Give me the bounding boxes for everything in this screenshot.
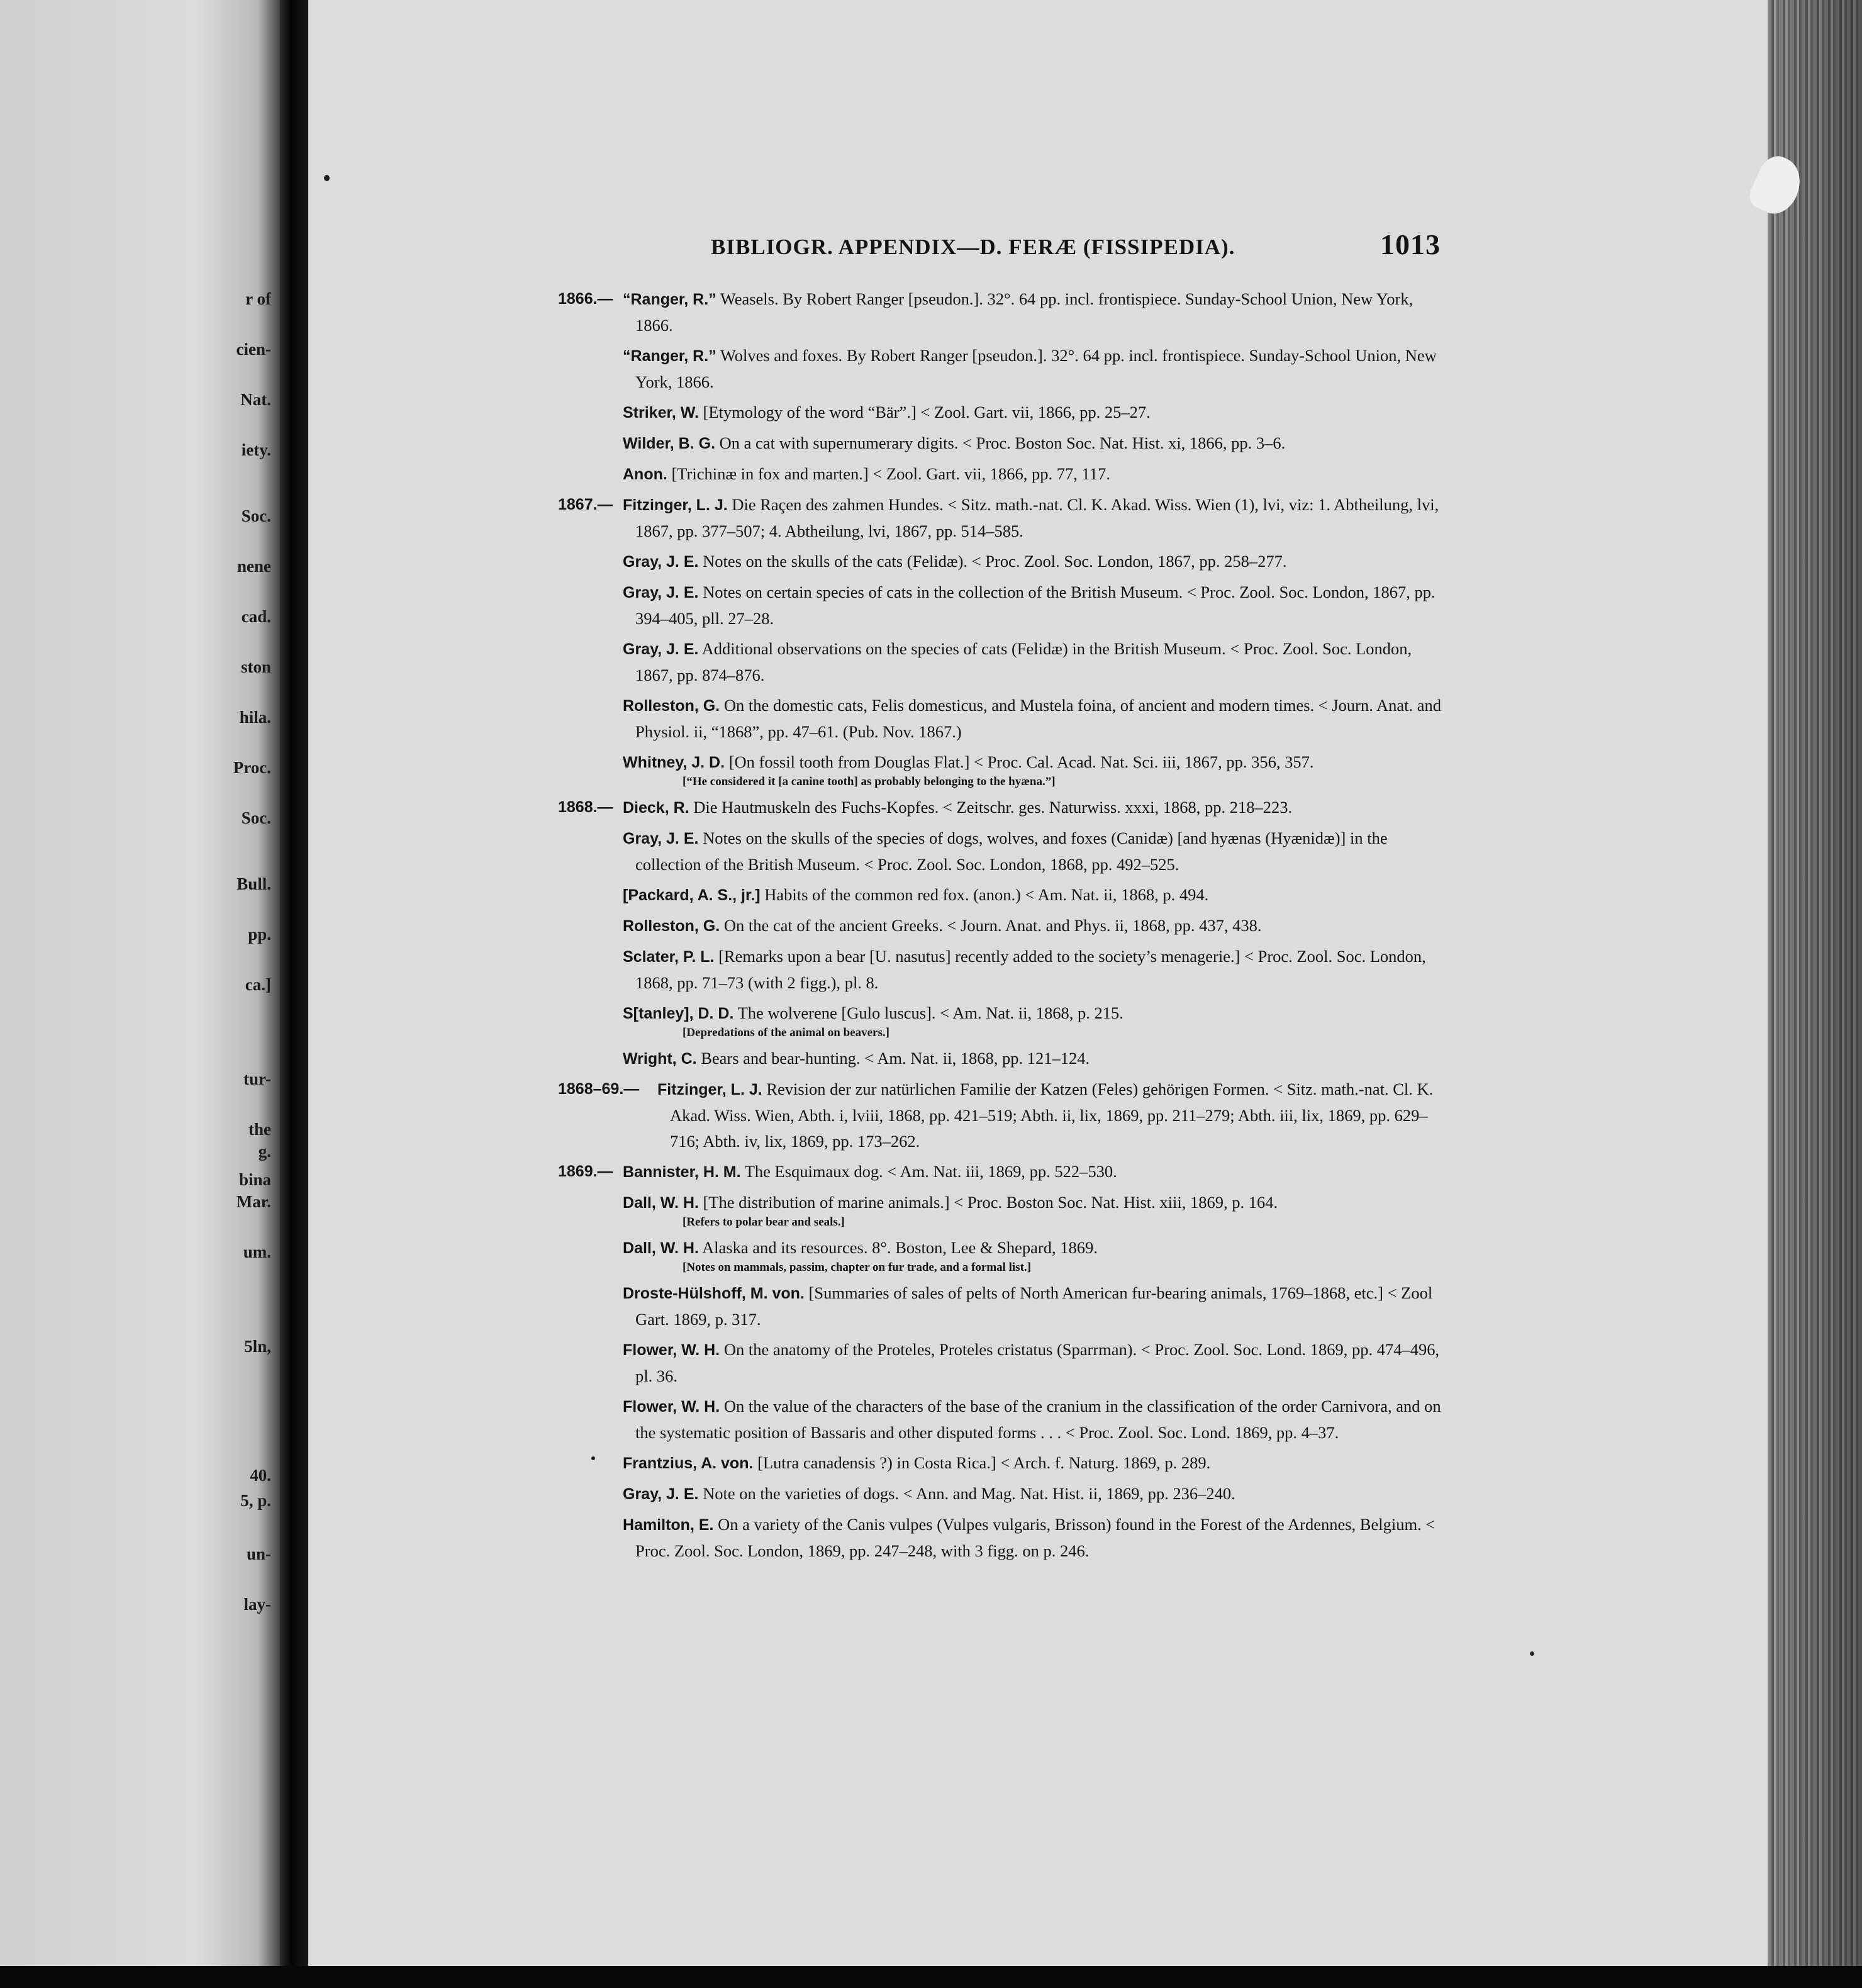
entry-author: Flower, W. H.	[623, 1341, 720, 1359]
entry-text: [Summaries of sales of pelts of North American fur-bearing animals, 1769–1868, etc.] < Zool Gart. 1869, p. 317.	[635, 1283, 1433, 1329]
entry-author: Droste-Hülshoff, M. von.	[623, 1285, 805, 1302]
entry-author: Fitzinger, L. J.	[657, 1081, 762, 1098]
bibliography-entry	[563, 1000, 1444, 1027]
scan-bottom-edge	[0, 1966, 1862, 1988]
bibliography-entry	[563, 1450, 1444, 1477]
left-page-fragment: tur-	[243, 1069, 271, 1088]
running-head	[711, 228, 1441, 261]
ink-speck	[1530, 1651, 1534, 1656]
bibliography-entry	[563, 430, 1444, 457]
entry-text: Notes on the skulls of the species of dogs, wolves, and foxes (Canidæ) [and hyænas (Hyænidæ)] in the collection of the British Museum. < Proc. Zool. Soc. London, 1868, pp. 492–525.	[635, 829, 1388, 874]
entry-author: Gray, J. E.	[623, 584, 699, 601]
entry-text: Habits of the common red fox. (anon.) < Am. Nat. ii, 1868, p. 494.	[764, 885, 1209, 904]
bibliography-entry	[563, 1337, 1444, 1389]
left-page-fragment: pp.	[248, 925, 271, 944]
left-page-fragment: Mar.	[236, 1192, 271, 1211]
entry-text: Wolves and foxes. By Robert Ranger [pseudon.]. 32°. 64 pp. incl. frontispiece. Sunday-School Union, New York, 1866.	[635, 346, 1437, 391]
entry-author: Striker, W.	[623, 404, 699, 422]
bibliography-entry	[563, 825, 1444, 878]
bibliography-entry	[563, 549, 1444, 575]
entry-year: 1868–69.—	[558, 1080, 640, 1098]
entry-text: Revision der zur natürlichen Familie der Katzen (Feles) gehörigen Formen. < Sitz. math.-nat. Cl. K. Akad. Wiss. Wien, Abth. i, lviii, 1868, pp. 421–519; Abth. ii, lix, 1869, pp. 211–279; Abth. iii, lix, 1869, pp. 629–716; Abth. iv, lix, 1869, pp. 173–262.	[670, 1080, 1434, 1151]
bibliography-entry	[558, 1076, 1444, 1154]
entry-note: [Depredations of the animal on beavers.]	[683, 1026, 889, 1039]
left-page-fragment: 40.	[250, 1466, 271, 1485]
entry-text: The Esquimaux dog. < Am. Nat. iii, 1869, pp. 522–530.	[744, 1162, 1117, 1181]
entry-author: Dieck, R.	[623, 799, 689, 817]
entry-author: Dall, W. H.	[623, 1239, 699, 1257]
entry-author: Wilder, B. G.	[623, 435, 716, 452]
bibliography-entry	[563, 1393, 1444, 1446]
bibliography-entry	[563, 1190, 1444, 1216]
entry-text: Notes on the skulls of the cats (Felidæ). < Proc. Zool. Soc. London, 1867, pp. 258–277.	[703, 552, 1287, 571]
running-head-title: BIBLIOGR. APPENDIX—D. FERÆ (FISSIPEDIA).	[711, 235, 1235, 259]
entry-text: Alaska and its resources. 8°. Boston, Lee & Shepard, 1869.	[702, 1238, 1098, 1257]
book-gutter	[280, 0, 308, 1988]
entry-text: Bears and bear-hunting. < Am. Nat. ii, 1868, pp. 121–124.	[701, 1049, 1090, 1068]
left-page-fragment: cien-	[236, 340, 271, 359]
left-page-fragment: the	[248, 1120, 271, 1139]
entry-year: 1866.—	[558, 290, 613, 308]
bibliography-entry	[563, 749, 1444, 776]
left-page-fragment: nene	[237, 557, 271, 576]
entry-note: [Refers to polar bear and seals.]	[683, 1215, 845, 1229]
bibliography-entry	[563, 1512, 1444, 1564]
left-page-fragment: Proc.	[233, 758, 271, 777]
left-page-fragment: um.	[243, 1242, 271, 1261]
left-page-fragment: un-	[246, 1544, 271, 1563]
left-page-fragment: bina	[238, 1170, 271, 1189]
left-page-fragment: ston	[240, 657, 271, 676]
entry-text: Notes on certain species of cats in the collection of the British Museum. < Proc. Zool. Soc. London, 1867, pp. 394–405, pll. 27–28.	[635, 583, 1436, 628]
entry-text: [Trichinæ in fox and marten.] < Zool. Gart. vii, 1866, pp. 77, 117.	[671, 464, 1110, 483]
bibliography-entry	[558, 492, 1444, 544]
bibliography-entry	[563, 913, 1444, 939]
left-page-fragment: 5ln,	[244, 1337, 271, 1356]
bibliography-entry	[563, 944, 1444, 996]
entry-year: 1868.—	[558, 798, 613, 816]
left-page-fragment: cad.	[241, 607, 271, 626]
left-facing-page	[0, 0, 280, 1988]
entry-author: Frantzius, A. von.	[623, 1455, 754, 1472]
left-page-fragment: hila.	[239, 708, 271, 727]
entry-text: [On fossil tooth from Douglas Flat.] < Proc. Cal. Acad. Nat. Sci. iii, 1867, pp. 356, 357.	[728, 752, 1314, 771]
left-page-fragment: r of	[245, 289, 271, 308]
page-number: 1013	[1380, 228, 1441, 260]
entry-author: Rolleston, G.	[623, 917, 720, 935]
left-page-fragment: Soc.	[241, 808, 271, 827]
entry-author: S[tanley], D. D.	[623, 1005, 734, 1022]
bibliography-entry	[563, 1046, 1444, 1072]
entry-text: Die Hautmuskeln des Fuchs-Kopfes. < Zeitschr. ges. Naturwiss. xxxi, 1868, pp. 218–223.	[693, 798, 1293, 817]
entry-author: Whitney, J. D.	[623, 754, 725, 771]
entry-author: Flower, W. H.	[623, 1398, 720, 1416]
entry-note: [Notes on mammals, passim, chapter on fur trade, and a formal list.]	[683, 1261, 1031, 1274]
entry-text: On the cat of the ancient Greeks. < Journ. Anat. and Phys. ii, 1868, pp. 437, 438.	[723, 916, 1262, 935]
entry-text: Note on the varieties of dogs. < Ann. and Mag. Nat. Hist. ii, 1869, pp. 236–240.	[703, 1484, 1235, 1503]
entry-author: Fitzinger, L. J.	[623, 496, 728, 514]
bibliography-entry	[563, 579, 1444, 632]
page-edges	[1768, 0, 1862, 1988]
entry-author: Gray, J. E.	[623, 553, 699, 571]
entry-year: 1867.—	[558, 496, 613, 513]
entry-note: [“He considered it [a canine tooth] as probably belonging to the hyæna.”]	[683, 775, 1056, 788]
entry-year: 1869.—	[558, 1163, 613, 1180]
ink-speck	[591, 1456, 595, 1460]
bibliography-entry	[563, 1280, 1444, 1332]
entry-text: On the anatomy of the Proteles, Proteles cristatus (Sparrman). < Proc. Zool. Soc. Lond. 1869, pp. 474–496, pl. 36.	[635, 1340, 1440, 1385]
entry-text: [The distribution of marine animals.] < Proc. Boston Soc. Nat. Hist. xiii, 1869, p. 164.	[703, 1193, 1278, 1212]
entry-author: [Packard, A. S., jr.]	[623, 886, 761, 904]
entry-text: [Lutra canadensis ?) in Costa Rica.] < Arch. f. Naturg. 1869, p. 289.	[757, 1453, 1211, 1472]
bibliography-entry	[563, 343, 1444, 395]
entry-text: [Remarks upon a bear [U. nasutus] recently added to the society’s menagerie.] < Proc. Zool. Soc. London, 1868, pp. 71–73 (with 2 figg.), pl. 8.	[635, 947, 1426, 992]
left-page-fragment: g.	[258, 1142, 271, 1161]
entry-author: “Ranger, R.”	[623, 291, 716, 308]
entry-author: “Ranger, R.”	[623, 347, 716, 365]
bibliography-entry	[558, 286, 1444, 338]
bibliography-entry	[563, 636, 1444, 688]
entry-text: On a cat with supernumerary digits. < Proc. Boston Soc. Nat. Hist. xi, 1866, pp. 3–6.	[719, 433, 1286, 452]
bibliography-entry	[563, 693, 1444, 745]
entry-author: Gray, J. E.	[623, 830, 699, 847]
entry-author: Hamilton, E.	[623, 1516, 714, 1534]
entry-author: Dall, W. H.	[623, 1194, 699, 1212]
bibliography-entry	[563, 882, 1444, 908]
entry-author: Gray, J. E.	[623, 640, 699, 658]
entry-text: On the value of the characters of the base of the cranium in the classification of the order Carnivora, and on the systematic position of Bassaris and other disputed forms . . . < Proc. Zool. Soc. Lond. 1869, pp. 4–37.	[635, 1397, 1441, 1442]
entry-author: Gray, J. E.	[623, 1485, 699, 1503]
entry-text: [Etymology of the word “Bär”.] < Zool. Gart. vii, 1866, pp. 25–27.	[703, 403, 1151, 422]
left-page-fragment: ca.]	[245, 975, 271, 994]
bibliography-entry	[563, 399, 1444, 426]
entry-text: The wolverene [Gulo luscus]. < Am. Nat. ii, 1868, p. 215.	[737, 1003, 1123, 1022]
bibliography-entry	[563, 1481, 1444, 1507]
entry-author: Rolleston, G.	[623, 697, 720, 715]
entry-author: Sclater, P. L.	[623, 948, 715, 966]
bibliography-entry	[563, 461, 1444, 488]
entry-text: On the domestic cats, Felis domesticus, and Mustela foina, of ancient and modern times. < Journ. Anat. and Physiol. ii, “1868”, pp. 47–61. (Pub. Nov. 1867.)	[635, 696, 1442, 741]
entry-author: Wright, C.	[623, 1050, 697, 1068]
left-page-fragment: Bull.	[237, 874, 271, 893]
bibliography-entry	[558, 1159, 1444, 1185]
entry-text: On a variety of the Canis vulpes (Vulpes vulgaris, Brisson) found in the Forest of the Ardennes, Belgium. < Proc. Zool. Soc. London, 1869, pp. 247–248, with 3 figg. on p. 246.	[635, 1515, 1436, 1560]
bibliography-entry	[563, 1235, 1444, 1261]
left-page-fragment: Nat.	[240, 390, 271, 409]
bibliography-entry	[558, 795, 1444, 821]
left-page-fragment: iety.	[241, 440, 271, 459]
entry-author: Anon.	[623, 466, 667, 483]
bibliography-list	[558, 286, 1444, 1568]
left-page-fragment: 5, p.	[240, 1491, 271, 1510]
entry-author: Bannister, H. M.	[623, 1163, 741, 1181]
left-page-fragment: lay-	[243, 1595, 271, 1614]
entry-text: Weasels. By Robert Ranger [pseudon.]. 32°. 64 pp. incl. frontispiece. Sunday-School Union, New York, 1866.	[635, 289, 1413, 335]
entry-text: Additional observations on the species of cats (Felidæ) in the British Museum. < Proc. Zool. Soc. London, 1867, pp. 874–876.	[635, 639, 1412, 684]
entry-text: Die Raçen des zahmen Hundes. < Sitz. math.-nat. Cl. K. Akad. Wiss. Wien (1), lvi, viz: 1. Abtheilung, lvi, 1867, pp. 377–507; 4. Abtheilung, lvi, 1867, pp. 514–585.	[635, 495, 1439, 540]
left-page-fragment: Soc.	[241, 506, 271, 525]
ink-speck	[324, 175, 330, 181]
